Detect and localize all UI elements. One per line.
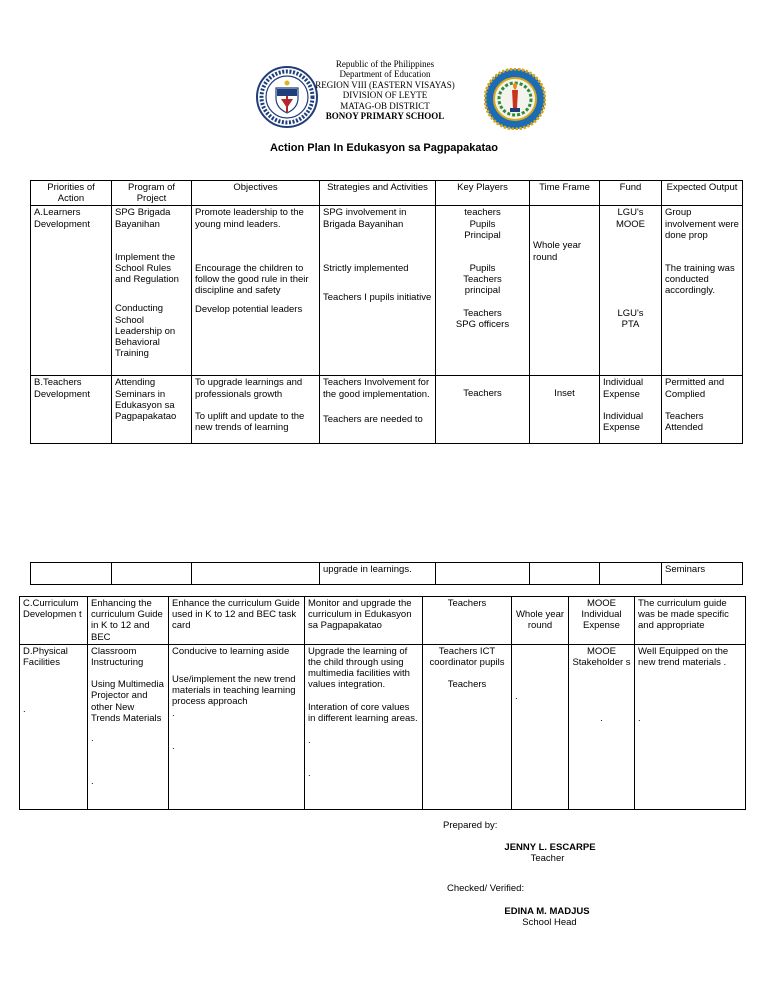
fund-cell: MOOE Individual Expense [569, 597, 635, 645]
fund-text: LGU's [617, 307, 644, 319]
priority-cell: A.Learners Development [31, 206, 112, 376]
program-cell [112, 206, 192, 376]
empty-cell [192, 563, 320, 585]
letterhead-republic: Republic of the Philippines [335, 59, 435, 69]
fund-cell [600, 376, 662, 444]
strategy-cell: upgrade in learnings. [320, 563, 436, 585]
time-text: Whole year round [515, 609, 565, 632]
priority-text: D.Physical Facilities [23, 645, 68, 669]
output-text: Well Equipped on the new trend materials . [638, 645, 729, 669]
objective-text: Encourage the children to follow the good rule in their discipline and safety [195, 262, 309, 297]
empty-cell [530, 563, 600, 585]
letterhead-district: MATAG-OB DISTRICT [340, 100, 430, 111]
empty-cell [436, 563, 530, 585]
time-text: Inset [554, 388, 575, 400]
table-row [31, 376, 743, 444]
fund-cell [569, 644, 635, 809]
fund-text: Individual Expense [603, 410, 644, 434]
header-strategies: Strategies and Activities [320, 181, 436, 206]
objective-text: Use/implement the new trend materials in teaching learning process approach [172, 674, 296, 708]
objective-text: Develop potential leaders [195, 304, 303, 316]
continuation-table [30, 562, 743, 585]
objective-cell [192, 206, 320, 376]
player-text: Teachers [463, 274, 502, 286]
output-cell [662, 206, 743, 376]
dot-mark: . [91, 776, 94, 788]
table-row [31, 206, 743, 376]
header-expected-output: Expected Output [662, 181, 743, 206]
letterhead-school: BONOY PRIMARY SCHOOL [325, 111, 445, 122]
table-header-row [31, 181, 743, 206]
strategy-text: Teachers are needed to [323, 413, 423, 425]
header-key-players: Key Players [436, 181, 530, 206]
header-priorities: Priorities of Action [31, 181, 112, 206]
time-frame-cell [512, 597, 569, 645]
dot-mark: . [600, 713, 603, 725]
program-cell [88, 644, 169, 809]
player-text: SPG officers [455, 318, 510, 330]
header-objectives: Objectives [192, 181, 320, 206]
strategy-text: Teachers I pupils initiative [323, 292, 432, 304]
priority-cell [20, 644, 88, 809]
empty-cell [31, 563, 112, 585]
key-players-cell [423, 644, 512, 809]
priority-cell: B.Teachers Development [31, 376, 112, 444]
player-text: Principal [464, 229, 501, 241]
objective-cell [192, 376, 320, 444]
fund-text: Individual Expense [603, 377, 644, 400]
checked-title: School Head [522, 917, 577, 928]
key-players-cell: Teachers [423, 597, 512, 645]
objective-text: To uplift and update to the new trends of learning [195, 410, 305, 434]
player-text: Teachers [463, 307, 502, 319]
dot-mark: . [91, 733, 94, 745]
fund-text: PTA [621, 319, 640, 331]
program-text: Implement the School Rules and Regulation [115, 251, 179, 286]
header-time-frame: Time Frame [530, 181, 600, 206]
output-text: Permitted and Complied [665, 377, 725, 400]
prepared-name [500, 842, 600, 853]
empty-cell [600, 563, 662, 585]
objective-cell [169, 644, 305, 809]
dot-mark: . [172, 707, 175, 719]
strategy-text: SPG involvement in Brigada Bayanihan [323, 207, 407, 230]
prepared-title: Teacher [530, 853, 565, 864]
output-text: Group involvement were done prop [665, 207, 739, 241]
checked-name [497, 906, 597, 917]
letterhead-department: Department of Education [339, 69, 431, 80]
prepared-label: Prepared by: [443, 820, 498, 831]
fund-cell [600, 206, 662, 376]
dot-mark: . [308, 768, 311, 780]
dot-mark: . [638, 713, 641, 725]
priority-cell: C.Curriculum Developmen t [20, 597, 88, 645]
strategy-cell [320, 206, 436, 376]
empty-cell [112, 563, 192, 585]
objective-text: To upgrade learnings and professionals growth [195, 377, 303, 400]
fund-text: LGU's [617, 207, 644, 219]
strategy-cell [320, 376, 436, 444]
checked-name-text: EDINA M. MADJUS [504, 906, 590, 917]
checked-label: Checked/ Verified: [447, 883, 525, 894]
dot-mark: . [172, 740, 175, 752]
player-text: Pupils [469, 263, 496, 275]
dot-mark: . [515, 690, 518, 702]
dot-mark: . [23, 704, 26, 716]
action-plan-table-1 [30, 180, 743, 444]
action-plan-table-2 [19, 596, 746, 810]
key-players-cell [436, 376, 530, 444]
letterhead-region: REGION VIII (EASTERN VISAYAS) [315, 79, 455, 90]
output-text: The training was conducted accordingly. [665, 263, 735, 297]
time-text: Whole year round [533, 240, 582, 263]
time-frame-cell [530, 376, 600, 444]
strategy-text: Interation of core values in different learning areas. [308, 701, 418, 724]
key-players-cell [436, 206, 530, 376]
time-frame-cell [530, 206, 600, 376]
strategy-text: Strictly implemented [323, 262, 409, 274]
document-title: Action Plan In Edukasyon sa Pagpapakatao [269, 142, 498, 154]
objective-text: Promote leadership to the young mind leaders. [195, 207, 304, 230]
dot-mark: . [308, 735, 311, 747]
output-cell: The curriculum guide was be made specific and appropriate [635, 597, 746, 645]
program-text: Using Multimedia Projector and other New Trends Materials [91, 679, 164, 724]
strategy-cell: Monitor and upgrade the curriculum in Edukasyon sa Pagpapakatao [305, 597, 423, 645]
output-text: Teachers Attended [665, 410, 704, 434]
strategy-text: Upgrade the learning of the child through using multimedia facilities with values integration. [308, 645, 410, 691]
program-text: Classroom Instructuring [91, 645, 144, 669]
letterhead-division: DIVISION OF LEYTE [342, 90, 428, 101]
time-frame-cell [512, 644, 569, 809]
program-cell: Attending Seminars in Edukasyon sa Pagpapakatao [112, 376, 192, 444]
table-row [20, 644, 746, 809]
player-text: Teachers [447, 679, 487, 691]
strategy-text: Teachers Involvement for the good implementation. [323, 377, 430, 400]
output-cell [635, 644, 746, 809]
letterhead [250, 59, 520, 121]
program-cell: Enhancing the curriculum Guide in K to 12 and BEC [88, 597, 169, 645]
objective-cell: Enhance the curriculum Guide used in K to 12 and BEC task card [169, 597, 305, 645]
player-text: Pupils [469, 218, 496, 230]
player-text: principal [464, 285, 501, 297]
table-row [20, 597, 746, 645]
objective-text: Conducive to learning aside [172, 645, 290, 657]
player-text: Teachers [463, 388, 502, 400]
output-cell: Seminars [662, 563, 743, 585]
table-row [31, 563, 743, 585]
player-text: Teachers ICT coordinator pupils [429, 645, 505, 669]
header-fund: Fund [600, 181, 662, 206]
fund-text: MOOE Stakeholder s [572, 645, 631, 669]
fund-text: MOOE [615, 218, 646, 230]
program-text: Conducting School Leadership on Behavioral Training [115, 303, 176, 360]
header-program: Program of Project [112, 181, 192, 206]
player-text: teachers [464, 207, 501, 219]
output-cell [662, 376, 743, 444]
strategy-cell [305, 644, 423, 809]
program-text: SPG Brigada Bayanihan [115, 207, 171, 230]
prepared-name-text: JENNY L. ESCARPE [504, 842, 596, 853]
